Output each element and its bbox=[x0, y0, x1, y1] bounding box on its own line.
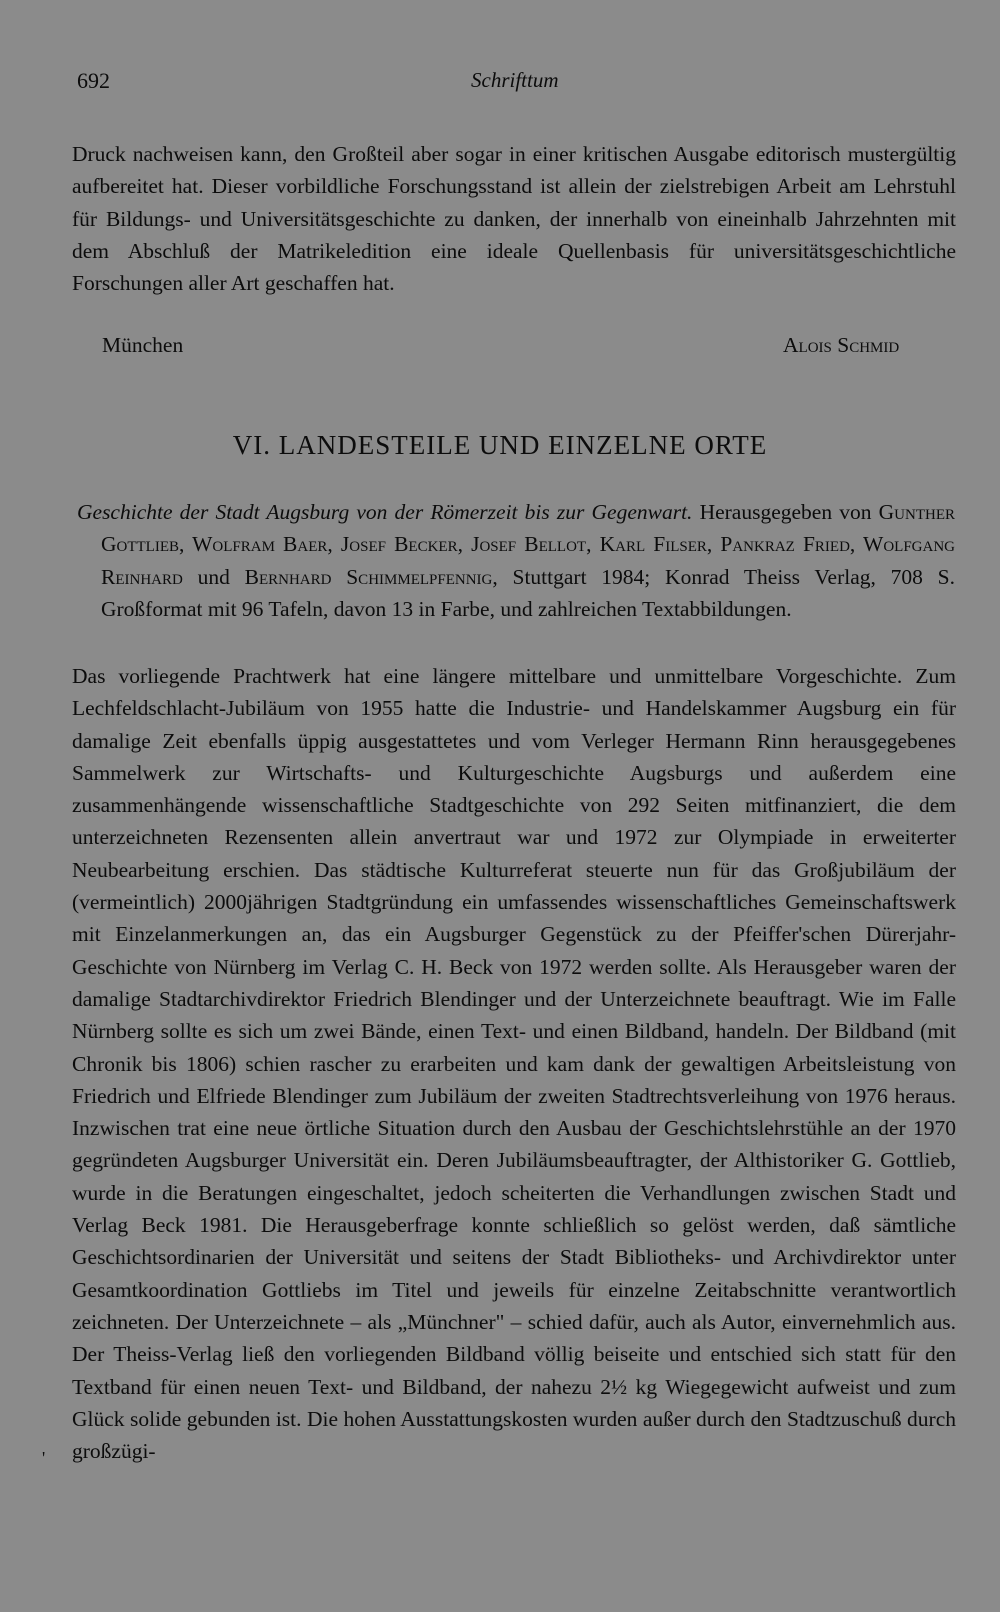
book-title: Geschichte der Stadt Augsburg von der Römerzeit bis zur Gegenwart. bbox=[77, 500, 693, 524]
margin-mark: ' bbox=[42, 1448, 46, 1468]
signature-place: München bbox=[102, 333, 184, 357]
running-title: Schrifttum bbox=[471, 68, 559, 92]
bibliography-entry bbox=[77, 496, 955, 625]
section-heading: VI. LANDESTEILE UND EINZELNE ORTE bbox=[232, 430, 768, 460]
publication-details: , Stuttgart 1984; Konrad Theiss Verlag, 708 S. Großformat mit 96 Tafeln, davon 13 in Farbe, und zahlreichen Textabbildungen. bbox=[101, 564, 955, 621]
signature-author: Alois Schmid bbox=[783, 333, 900, 357]
editors-intro: Herausgegeben von bbox=[692, 500, 879, 524]
intro-paragraph: Druck nachweisen kann, den Großteil aber sogar in einer kritischen Ausgabe editorisch mustergültig aufbereitet hat. Dieser vorbildliche Forschungsstand ist allein der zielstrebigen Arbeit am Lehrstuhl für Bildungs- und Universitätsgeschichte zu danken, der innerhalb von eineinhalb Jahrzehnten mit dem Abschluß der Matrikeledition eine ideale Quellenbasis für universitätsgeschichtliche Forschungen aller Art geschaffen hat. bbox=[72, 142, 956, 296]
editor-names: Gunther Gottlieb, Wolfram Baer, Josef Becker, Josef Bellot, Karl Filser, Pankraz Fried, Wolfgang Reinhard bbox=[101, 500, 955, 589]
editor-name-last: Bernhard Schimmelpfennig bbox=[244, 564, 493, 589]
page-number: 692 bbox=[77, 68, 110, 93]
review-paragraph: Das vorliegende Prachtwerk hat eine längere mittelbare und unmittelbare Vorgeschichte. Zum Lechfeldschlacht-Jubiläum von 1955 hatte die Industrie- und Handelskammer Augsburg ein für damalige Zeit ebenfalls üppig ausgestattetes und vom Verleger Hermann Rinn herausgegebenes Sammelwerk zur Wirtschafts- und Kulturgeschichte Augsburgs und außerdem eine zusammenhängende wissenschaftliche Stadtgeschichte von 292 Seiten mitfinanziert, die dem unterzeichneten Rezensenten allein anvertraut war und 1972 zur Olympiade in erweiterter Neubearbeitung erschien. Das städtische Kulturreferat steuerte nun für das Großjubiläum der (vermeintlich) 2000jährigen Stadtgründung ein umfassendes wissenschaftliches Gemeinschaftswerk mit Einzelanmerkungen an, das ein Augsburger Gegenstück zu der Pfeiffer'schen Dürerjahr-Geschichte von Nürnberg im Verlag C. H. Beck von 1972 werden sollte. Als Herausgeber waren der damalige Stadtarchivdirektor Friedrich Blendinger und der Unterzeichnete beauftragt. Wie im Falle Nürnberg sollte es sich um zwei Bände, einen Text- und einen Bildband, handeln. Der Bildband (mit Chronik bis 1806) schien rascher zu erarbeiten und kam dank der gewaltigen Arbeitsleistung von Friedrich und Elfriede Blendinger zum Jubiläum der zweiten Stadtrechtsverleihung von 1976 heraus. Inzwischen trat eine neue örtliche Situation durch den Ausbau der Geschichtslehrstühle an der 1970 gegründeten Augsburger Universität ein. Deren Jubiläumsbeauftragter, der Althistoriker G. Gottlieb, wurde in die Beratungen eingeschaltet, jedoch scheiterten die Verhandlungen zwischen Stadt und Verlag Beck 1981. Die Herausgeberfrage konnte schließlich so gelöst werden, daß sämtliche Geschichtsordinarien der Universität und seitens der Stadt Bibliotheks- und Archivdirektor unter Gesamtkoordination Gottliebs im Titel und jeweils für einzelne Zeitabschnitte verantwortlich zeichneten. Der Unterzeichnete – als „Münchner" – schied dafür, auch als Autor, einvernehmlich aus. Der Theiss-Verlag ließ den vorliegenden Bildband völlig beiseite und entschied sich statt für den Textband für einen neuen Text- und Bildband, der nahezu 2½ kg Wiegegewicht aufweist und zum Glück solide gebunden ist. Die hohen Ausstattungskosten wurden außer durch den Stadtzuschuß durch großzügi- bbox=[72, 664, 956, 1464]
and-text: und bbox=[182, 564, 245, 589]
